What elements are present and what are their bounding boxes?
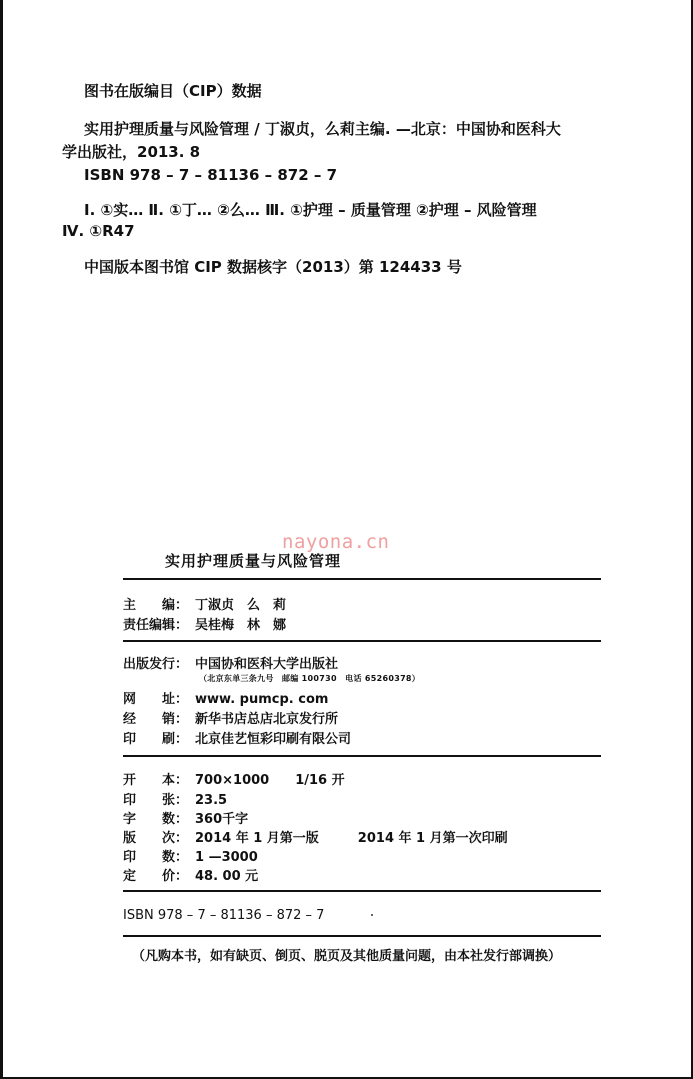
website-label: 网 址： [123, 692, 189, 707]
print-run-value: 1 —3000 [195, 850, 258, 865]
publisher-label: 出版发行： [123, 657, 189, 672]
cip-title: 图书在版编目（CIP）数据 [84, 82, 262, 100]
edition-row [123, 827, 508, 846]
isbn-row [123, 908, 324, 923]
price-label: 定 价： [123, 869, 189, 884]
cip-line-1: 实用护理质量与风险管理 / 丁淑贞，么莉主编. —北京：中国协和医科大 [84, 120, 561, 138]
divider [123, 890, 601, 892]
price-value: 48. 00 元 [195, 869, 259, 884]
print-run-row [123, 846, 258, 865]
book-title: 实用护理质量与风险管理 [165, 552, 342, 570]
divider [123, 640, 601, 642]
editor-row [123, 594, 286, 613]
printer-row [123, 728, 351, 747]
responsible-editor-label: 责任编辑： [123, 618, 189, 633]
divider [123, 578, 601, 580]
cip-line-2: 学出版社，2013. 8 [62, 143, 201, 161]
publisher-address: （北京东单三条九号 邮编 100730 电话 65260378） [199, 674, 421, 683]
cip-subject-line: Ⅰ. ①实… Ⅱ. ①丁… ②么… Ⅲ. ①护理 – 质量管理 ②护理 – 风险管理 [84, 201, 537, 219]
distributor-row [123, 708, 338, 727]
watermark: nayona.cn [282, 531, 390, 553]
speck [371, 914, 373, 916]
responsible-editor-row [123, 614, 286, 633]
printer-value: 北京佳艺恒彩印刷有限公司 [195, 732, 352, 747]
distributor-value: 新华书店总店北京发行所 [195, 712, 339, 727]
word-count-value: 360千字 [195, 812, 249, 827]
cip-record-number: 中国版本图书馆 CIP 数据核字（2013）第 124433 号 [84, 258, 462, 276]
word-count-row [123, 808, 248, 827]
isbn-value: ISBN 978 – 7 – 81136 – 872 – 7 [123, 908, 325, 923]
sheets-row [123, 789, 227, 808]
edition-value: 2014 年 1 月第一版 2014 年 1 月第一次印刷 [195, 831, 508, 846]
edition-label: 版 次： [123, 831, 189, 846]
website-value: www. pumcp. com [195, 692, 329, 707]
cip-isbn: ISBN 978 – 7 – 81136 – 872 – 7 [84, 166, 338, 184]
editor-value: 丁淑贞 么 莉 [195, 598, 287, 613]
editor-label: 主 编： [123, 598, 189, 613]
distributor-label: 经 销： [123, 712, 189, 727]
website-row [123, 688, 328, 707]
word-count-label: 字 数： [123, 812, 189, 827]
publisher-row [123, 653, 338, 672]
format-row [123, 769, 345, 788]
printer-label: 印 刷： [123, 732, 189, 747]
page-border-left [0, 0, 3, 1079]
divider [123, 935, 601, 937]
format-value: 700×1000 1/16 开 [195, 773, 345, 788]
defect-notice: （凡购本书，如有缺页、倒页、脱页及其他质量问题，由本社发行部调换） [131, 949, 561, 964]
sheets-value: 23.5 [195, 793, 228, 808]
print-run-label: 印 数： [123, 850, 189, 865]
publisher-value: 中国协和医科大学出版社 [195, 657, 339, 672]
sheets-label: 印 张： [123, 793, 189, 808]
format-label: 开 本： [123, 773, 189, 788]
responsible-editor-value: 吴桂梅 林 娜 [195, 618, 287, 633]
divider [123, 755, 601, 757]
cip-classification: Ⅳ. ①R47 [62, 222, 135, 240]
price-row [123, 865, 258, 884]
